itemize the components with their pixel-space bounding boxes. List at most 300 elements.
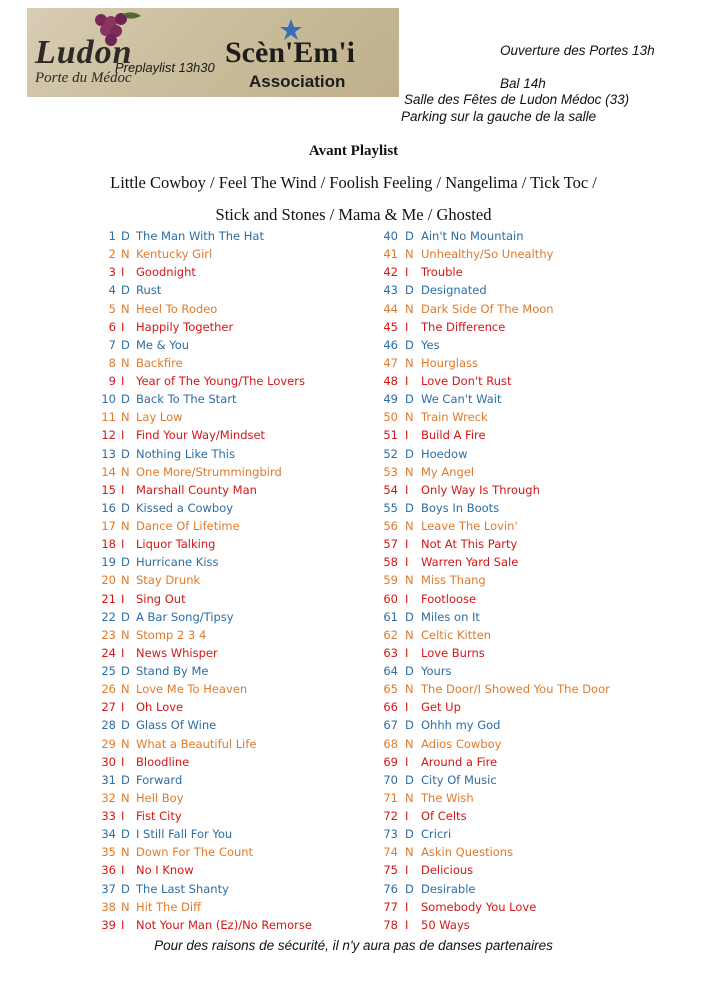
track-number: 19	[101, 555, 116, 570]
track-title: Unhealthy/So Unealthy	[421, 247, 554, 262]
dance-level: D	[405, 337, 414, 352]
playlist-row	[372, 517, 692, 535]
track-number: 47	[383, 355, 398, 370]
track-number: 28	[101, 718, 116, 733]
track-number: 40	[383, 229, 398, 243]
track-title: Hoedow	[421, 446, 468, 461]
playlist-row	[92, 390, 412, 408]
playlist-row	[372, 553, 692, 571]
track-number: 25	[101, 664, 116, 678]
track-number: 29	[101, 736, 116, 751]
track-number: 35	[101, 845, 116, 860]
track-title: Fist City	[136, 809, 182, 823]
dance-level: N	[121, 736, 130, 751]
track-title: Celtic Kitten	[421, 627, 492, 642]
dance-level: I	[121, 319, 125, 334]
track-number: 64	[383, 664, 398, 678]
track-title: Love Me To Heaven	[136, 682, 248, 697]
dance-level: N	[121, 845, 130, 860]
dance-level: N	[405, 845, 414, 860]
track-number: 17	[101, 519, 116, 533]
track-title: Stand By Me	[136, 664, 209, 678]
track-title: Sing Out	[136, 591, 186, 606]
track-number: 24	[101, 645, 116, 660]
logo-ludon: Ludon	[35, 34, 133, 71]
track-title: Designated	[421, 283, 487, 298]
track-number: 41	[383, 247, 398, 262]
track-number: 69	[383, 754, 398, 769]
track-number: 71	[383, 790, 398, 805]
track-title: No I Know	[136, 863, 194, 878]
track-title: Askin Questions	[421, 845, 514, 860]
track-title: Yes	[421, 337, 440, 352]
playlist-row	[92, 300, 412, 318]
playlist-row	[92, 771, 412, 789]
track-title: Forward	[136, 772, 183, 787]
dance-level: I	[405, 537, 409, 552]
track-title: One More/Strummingbird	[136, 464, 282, 479]
playlist-row	[92, 825, 412, 843]
track-number: 60	[383, 591, 398, 606]
logo-porte: Porte du Médoc	[35, 70, 132, 86]
track-title: City Of Music	[421, 772, 497, 787]
track-title: Glass Of Wine	[136, 718, 217, 733]
track-number: 20	[101, 573, 116, 588]
track-number: 30	[101, 754, 116, 769]
track-title: What a Beautiful Life	[136, 736, 257, 751]
dance-level: N	[121, 519, 130, 533]
track-title: Footloose	[421, 591, 477, 606]
dance-level: D	[405, 446, 414, 461]
track-number: 49	[383, 392, 398, 407]
dance-level: I	[121, 374, 125, 388]
track-title: Train Wreck	[421, 410, 488, 425]
dance-level: I	[405, 319, 409, 334]
track-title: A Bar Song/Tipsy	[136, 609, 234, 624]
dance-level: D	[121, 718, 130, 733]
dance-level: D	[121, 446, 130, 461]
playlist-row	[92, 318, 412, 336]
track-title: Backfire	[136, 355, 183, 370]
track-number: 59	[383, 573, 398, 588]
track-title: Kissed a Cowboy	[136, 500, 234, 515]
playlist-row	[372, 680, 692, 698]
track-title: Liquor Talking	[136, 537, 216, 552]
track-title: Nothing Like This	[136, 446, 235, 461]
track-title: The Man With The Hat	[136, 229, 264, 243]
track-number: 46	[383, 337, 398, 352]
avant-playlist-line-1: Little Cowboy / Feel The Wind / Foolish Feeling / Nangelima / Tick Toc /	[110, 173, 597, 192]
dance-level: N	[405, 736, 414, 751]
playlist-row	[372, 590, 692, 608]
track-number: 78	[383, 917, 398, 932]
dance-level: I	[121, 428, 125, 443]
playlist-row	[92, 535, 412, 553]
track-title: The Difference	[421, 319, 506, 334]
dance-level: N	[121, 410, 130, 425]
track-number: 45	[383, 319, 398, 334]
dance-level: N	[121, 682, 130, 697]
track-number: 57	[383, 537, 398, 552]
playlist-row	[372, 880, 692, 898]
track-title: Ain't No Mountain	[421, 229, 524, 243]
playlist-row	[92, 227, 412, 245]
track-number: 38	[101, 899, 116, 914]
playlist-row	[372, 499, 692, 517]
playlist-row	[372, 535, 692, 553]
dance-level: I	[121, 700, 125, 715]
playlist-row	[372, 644, 692, 662]
dance-level: D	[405, 392, 414, 407]
playlist-row	[372, 735, 692, 753]
track-number: 34	[101, 827, 116, 842]
track-title: Heel To Rodeo	[136, 301, 218, 316]
dance-level: N	[405, 247, 414, 262]
playlist-row	[372, 390, 692, 408]
track-title: Around a Fire	[421, 754, 498, 769]
logo-scenemi: Scèn'Em'i	[225, 36, 356, 69]
dance-level: N	[405, 627, 414, 642]
dance-level: D	[121, 772, 130, 787]
dance-level: I	[121, 537, 125, 552]
track-number: 5	[108, 301, 116, 316]
playlist-row	[92, 517, 412, 535]
track-title: Stay Drunk	[136, 573, 201, 588]
track-title: Rust	[136, 283, 162, 298]
playlist-row	[92, 880, 412, 898]
dance-level: N	[121, 573, 130, 588]
dance-level: N	[121, 627, 130, 642]
track-number: 1	[108, 229, 116, 243]
dance-level: N	[405, 355, 414, 370]
playlist-row	[92, 281, 412, 299]
playlist-row	[92, 372, 412, 390]
track-number: 50	[383, 410, 398, 425]
playlist-row	[92, 626, 412, 644]
playlist-row	[372, 916, 692, 934]
track-title: I Still Fall For You	[136, 827, 233, 842]
playlist-row	[92, 499, 412, 517]
track-number: 8	[108, 355, 116, 370]
playlist-row	[92, 553, 412, 571]
dance-level: I	[405, 809, 409, 823]
track-title: Love Don't Rust	[421, 374, 512, 388]
track-title: The Last Shanty	[136, 881, 229, 896]
playlist-row	[92, 680, 412, 698]
track-number: 48	[383, 374, 398, 388]
dance-level: I	[405, 700, 409, 715]
playlist-row	[92, 916, 412, 934]
track-title: Me & You	[136, 337, 190, 352]
dance-level: I	[405, 645, 409, 660]
page-title: Avant Playlist	[308, 143, 399, 159]
track-title: Lay Low	[136, 410, 183, 425]
playlist-row	[92, 861, 412, 879]
dance-level: D	[405, 229, 414, 243]
dance-level: I	[121, 917, 125, 932]
playlist-row	[372, 426, 692, 444]
dance-level: D	[405, 500, 414, 515]
track-number: 22	[101, 609, 116, 624]
track-number: 21	[101, 591, 116, 606]
footer-note: Pour des raisons de sécurité, il n'y aura pas de danses partenaires	[154, 938, 553, 953]
track-title: The Wish	[421, 790, 474, 805]
playlist-row	[92, 354, 412, 372]
track-title: We Can't Wait	[421, 392, 502, 407]
track-number: 16	[101, 500, 116, 515]
logo-association: Association	[249, 72, 346, 91]
dance-level: I	[121, 265, 125, 280]
track-title: Somebody You Love	[421, 899, 537, 914]
track-title: Miss Thang	[421, 573, 486, 588]
track-number: 12	[101, 428, 116, 443]
track-title: The Door/I Showed You The Door	[421, 682, 610, 697]
track-title: Stomp 2 3 4	[136, 627, 207, 642]
playlist-row	[92, 735, 412, 753]
playlist-row	[372, 263, 692, 281]
track-title: Dance Of Lifetime	[136, 519, 240, 533]
track-number: 36	[101, 863, 116, 878]
playlist-row	[92, 843, 412, 861]
track-number: 56	[383, 519, 398, 533]
playlist-row	[92, 590, 412, 608]
playlist-row	[372, 445, 692, 463]
playlist-row	[372, 354, 692, 372]
track-number: 55	[383, 500, 398, 515]
bal-time: Bal 14h	[500, 76, 546, 91]
track-title: My Angel	[421, 464, 475, 479]
dance-level: I	[405, 863, 409, 878]
track-title: Hurricane Kiss	[136, 555, 219, 570]
dance-level: N	[405, 682, 414, 697]
dance-level: I	[405, 754, 409, 769]
dance-level: D	[405, 772, 414, 787]
playlist-row	[372, 898, 692, 916]
track-number: 53	[383, 464, 398, 479]
dance-level: D	[121, 609, 130, 624]
venue: Salle des Fêtes de Ludon Médoc (33)	[404, 92, 630, 107]
playlist-row	[372, 807, 692, 825]
dance-level: N	[405, 464, 414, 479]
playlist-row	[372, 227, 692, 245]
dance-level: D	[121, 555, 130, 570]
dance-level: D	[121, 664, 130, 678]
track-title: Leave The Lovin'	[421, 519, 518, 533]
track-number: 10	[101, 392, 116, 407]
playlist-row	[92, 698, 412, 716]
playlist-row	[372, 825, 692, 843]
track-number: 65	[383, 682, 398, 697]
dance-level: N	[405, 790, 414, 805]
dance-level: I	[121, 809, 125, 823]
track-title: Hit The Diff	[136, 899, 202, 914]
track-title: Get Up	[421, 700, 461, 715]
dance-level: D	[405, 827, 414, 842]
parking-info: Parking sur la gauche de la salle	[401, 109, 597, 124]
track-number: 70	[383, 772, 398, 787]
playlist-row	[372, 408, 692, 426]
track-number: 61	[383, 609, 398, 624]
playlist-row	[372, 245, 692, 263]
playlist-row	[372, 753, 692, 771]
avant-playlist-line-2: Stick and Stones / Mama & Me / Ghosted	[215, 205, 492, 224]
playlist-row	[92, 807, 412, 825]
dance-level: D	[121, 229, 130, 243]
track-title: Ohhh my God	[421, 718, 501, 733]
track-title: Desirable	[421, 881, 476, 896]
track-title: Build A Fire	[421, 428, 486, 443]
playlist-row	[372, 372, 692, 390]
playlist-row	[92, 898, 412, 916]
track-number: 52	[383, 446, 398, 461]
playlist-row	[372, 281, 692, 299]
dance-level: N	[121, 464, 130, 479]
track-number: 26	[101, 682, 116, 697]
dance-level: D	[405, 881, 414, 896]
playlist-row	[372, 571, 692, 589]
playlist-row	[92, 245, 412, 263]
track-number: 6	[108, 319, 116, 334]
dance-level: I	[405, 374, 409, 388]
playlist-row	[92, 789, 412, 807]
playlist-row	[92, 336, 412, 354]
dance-level: I	[121, 754, 125, 769]
dance-level: I	[405, 428, 409, 443]
dance-level: N	[121, 790, 130, 805]
dance-level: D	[121, 337, 130, 352]
track-number: 44	[383, 301, 398, 316]
track-number: 3	[108, 265, 116, 280]
dance-level: D	[121, 392, 130, 407]
playlist-row	[92, 463, 412, 481]
track-number: 4	[108, 283, 116, 298]
track-number: 66	[383, 700, 398, 715]
playlist-row	[92, 716, 412, 734]
playlist-row	[372, 716, 692, 734]
playlist-row	[372, 698, 692, 716]
track-number: 27	[101, 700, 116, 715]
playlist-row	[372, 662, 692, 680]
track-number: 77	[383, 899, 398, 914]
dance-level: N	[121, 247, 130, 262]
dance-level: D	[121, 500, 130, 515]
track-number: 51	[383, 428, 398, 443]
playlist-row	[92, 426, 412, 444]
track-title: Miles on It	[421, 609, 480, 624]
dance-level: D	[121, 827, 130, 842]
track-title: News Whisper	[136, 645, 218, 660]
playlist-row	[92, 445, 412, 463]
track-number: 2	[108, 247, 116, 262]
track-title: Delicious	[421, 863, 474, 878]
logo-banner	[27, 8, 399, 97]
playlist-row	[372, 336, 692, 354]
dance-level: D	[405, 718, 414, 733]
opening-time: Ouverture des Portes 13h	[500, 43, 655, 58]
track-title: Down For The Count	[136, 845, 254, 860]
track-number: 76	[383, 881, 398, 896]
playlist-column-right	[372, 227, 692, 934]
track-number: 63	[383, 645, 398, 660]
dance-level: N	[405, 301, 414, 316]
track-number: 23	[101, 627, 116, 642]
dance-level: I	[405, 555, 409, 570]
track-number: 9	[108, 374, 116, 388]
playlist-row	[372, 463, 692, 481]
track-number: 73	[383, 827, 398, 842]
track-title: Find Your Way/Mindset	[136, 428, 266, 443]
track-number: 7	[108, 337, 116, 352]
playlist-row	[372, 608, 692, 626]
track-number: 62	[383, 627, 398, 642]
track-title: Hourglass	[421, 355, 479, 370]
dance-level: N	[121, 301, 130, 316]
dance-level: I	[121, 863, 125, 878]
track-number: 72	[383, 809, 398, 823]
track-title: Not Your Man (Ez)/No Remorse	[136, 917, 312, 932]
dance-level: N	[121, 355, 130, 370]
playlist-row	[92, 408, 412, 426]
track-title: Marshall County Man	[136, 482, 257, 497]
dance-level: D	[405, 609, 414, 624]
playlist-row	[92, 644, 412, 662]
dance-level: D	[405, 283, 414, 298]
track-title: Kentucky Girl	[136, 247, 213, 262]
playlist-row	[372, 300, 692, 318]
playlist-row	[372, 626, 692, 644]
playlist-row	[372, 861, 692, 879]
track-number: 11	[101, 410, 116, 425]
track-title: Happily Together	[136, 319, 234, 334]
track-title: Yours	[421, 664, 452, 678]
track-number: 68	[383, 736, 398, 751]
playlist-row	[372, 843, 692, 861]
dance-level: I	[405, 482, 409, 497]
dance-level: I	[121, 591, 125, 606]
track-number: 32	[101, 790, 116, 805]
track-title: 50 Ways	[421, 917, 470, 932]
track-title: Only Way Is Through	[421, 482, 540, 497]
track-title: Bloodline	[136, 754, 190, 769]
dance-level: I	[405, 917, 409, 932]
dance-level: N	[121, 899, 130, 914]
track-number: 18	[101, 537, 116, 552]
track-number: 67	[383, 718, 398, 733]
track-number: 54	[383, 482, 398, 497]
dance-level: I	[121, 482, 125, 497]
track-number: 42	[383, 265, 398, 280]
dance-level: I	[405, 265, 409, 280]
playlist-row	[92, 263, 412, 281]
track-title: Not At This Party	[421, 537, 518, 552]
track-number: 31	[101, 772, 116, 787]
dance-level: I	[405, 591, 409, 606]
track-title: Hell Boy	[136, 790, 184, 805]
preplaylist-time: Preplaylist 13h30	[115, 60, 215, 75]
dance-level: D	[121, 881, 130, 896]
dance-level: D	[121, 283, 130, 298]
track-number: 43	[383, 283, 398, 298]
track-number: 75	[383, 863, 398, 878]
playlist-row	[372, 771, 692, 789]
playlist-row	[92, 571, 412, 589]
track-number: 74	[383, 845, 398, 860]
playlist-column-left	[92, 227, 412, 934]
playlist-row	[372, 789, 692, 807]
dance-level: D	[405, 664, 414, 678]
track-title: Of Celts	[421, 809, 467, 823]
track-number: 33	[101, 809, 116, 823]
